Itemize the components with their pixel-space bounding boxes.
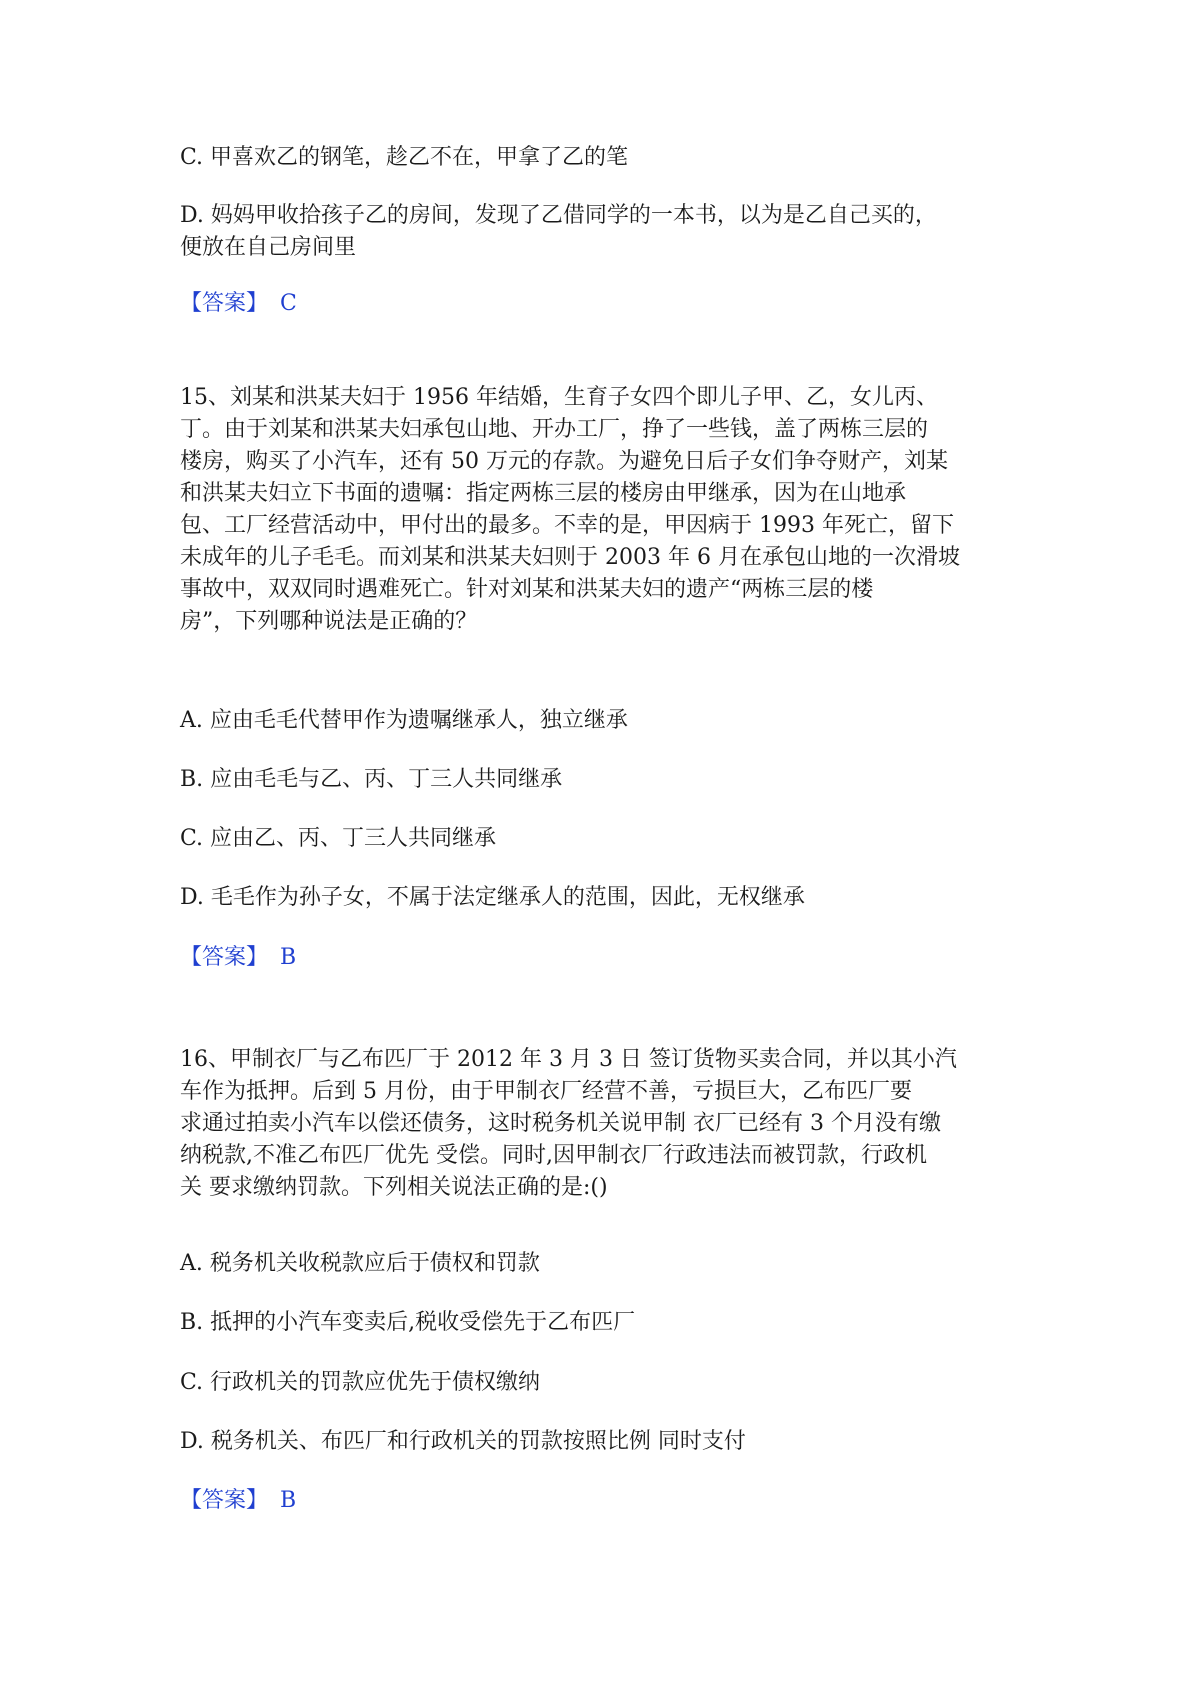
q16-stem-line: 关 要求缴纳罚款。下列相关说法正确的是:() [180, 1175, 608, 1200]
q14-answer [180, 288, 297, 320]
answer-label: 【答案】 [180, 945, 269, 970]
q15-stem-line: 包、工厂经营活动中，甲付出的最多。不幸的是，甲因病于 1993 年死亡，留下 [180, 513, 954, 538]
q16-option-b: B. 抵押的小汽车变卖后,税收受偿先于乙布匹厂 [180, 1310, 636, 1335]
q14-option-d-line-2: 便放在自己房间里 [180, 235, 357, 260]
q15-option-d: D. 毛毛作为孙子女，不属于法定继承人的范围，因此，无权继承 [180, 885, 805, 910]
q16-stem-line: 纳税款,不准乙布匹厂优先 受偿。同时,因甲制衣厂行政违法而被罚款，行政机 [180, 1143, 927, 1168]
q15-stem-line: 15、刘某和洪某夫妇于 1956 年结婚，生育子女四个即儿子甲、乙，女儿丙、 [180, 385, 938, 410]
q16-option-a: A. 税务机关收税款应后于债权和罚款 [180, 1251, 540, 1276]
q15-stem-line: 丁。由于刘某和洪某夫妇承包山地、开办工厂，挣了一些钱，盖了两栋三层的 [180, 417, 929, 442]
q16-stem-line: 车作为抵押。后到 5 月份，由于甲制衣厂经营不善，亏损巨大，乙布匹厂要 [180, 1079, 912, 1104]
q15-stem-line: 楼房，购买了小汽车，还有 50 万元的存款。为避免日后子女们争夺财产，刘某 [180, 449, 948, 474]
q15-stem-line: 未成年的儿子毛毛。而刘某和洪某夫妇则于 2003 年 6 月在承包山地的一次滑坡 [180, 545, 960, 570]
q16-stem-line: 16、甲制衣厂与乙布匹厂于 2012 年 3 月 3 日 签订货物买卖合同，并以其小汽 [180, 1047, 957, 1072]
q15-option-b: B. 应由毛毛与乙、丙、丁三人共同继承 [180, 767, 563, 792]
answer-value: C [280, 291, 297, 316]
answer-value: B [280, 945, 297, 970]
q16-option-c: C. 行政机关的罚款应优先于债权缴纳 [180, 1370, 541, 1395]
q15-stem [180, 382, 1020, 638]
answer-label: 【答案】 [180, 1488, 269, 1513]
q15-answer [180, 942, 296, 974]
q16-stem [180, 1044, 1020, 1204]
q14-option-d-line-1: D. 妈妈甲收拾孩子乙的房间，发现了乙借同学的一本书，以为是乙自己买的， [180, 203, 937, 228]
answer-value: B [280, 1488, 297, 1513]
q15-stem-line: 和洪某夫妇立下书面的遗嘱：指定两栋三层的楼房由甲继承，因为在山地承 [180, 481, 907, 506]
q14-option-d [180, 200, 1020, 264]
q15-option-c: C. 应由乙、丙、丁三人共同继承 [180, 826, 497, 851]
q14-option-c: C. 甲喜欢乙的钢笔，趁乙不在，甲拿了乙的笔 [180, 145, 629, 170]
q15-option-a: A. 应由毛毛代替甲作为遗嘱继承人，独立继承 [180, 708, 628, 733]
q16-answer [180, 1485, 296, 1517]
answer-label: 【答案】 [180, 291, 269, 316]
q15-stem-line: 房”，下列哪种说法是正确的？ [180, 609, 478, 634]
q16-option-d: D. 税务机关、布匹厂和行政机关的罚款按照比例 同时支付 [180, 1429, 746, 1454]
q15-stem-line: 事故中，双双同时遇难死亡。针对刘某和洪某夫妇的遗产“两栋三层的楼 [180, 577, 874, 602]
q16-stem-line: 求通过拍卖小汽车以偿还债务，这时税务机关说甲制 衣厂已经有 3 个月没有缴 [180, 1111, 941, 1136]
